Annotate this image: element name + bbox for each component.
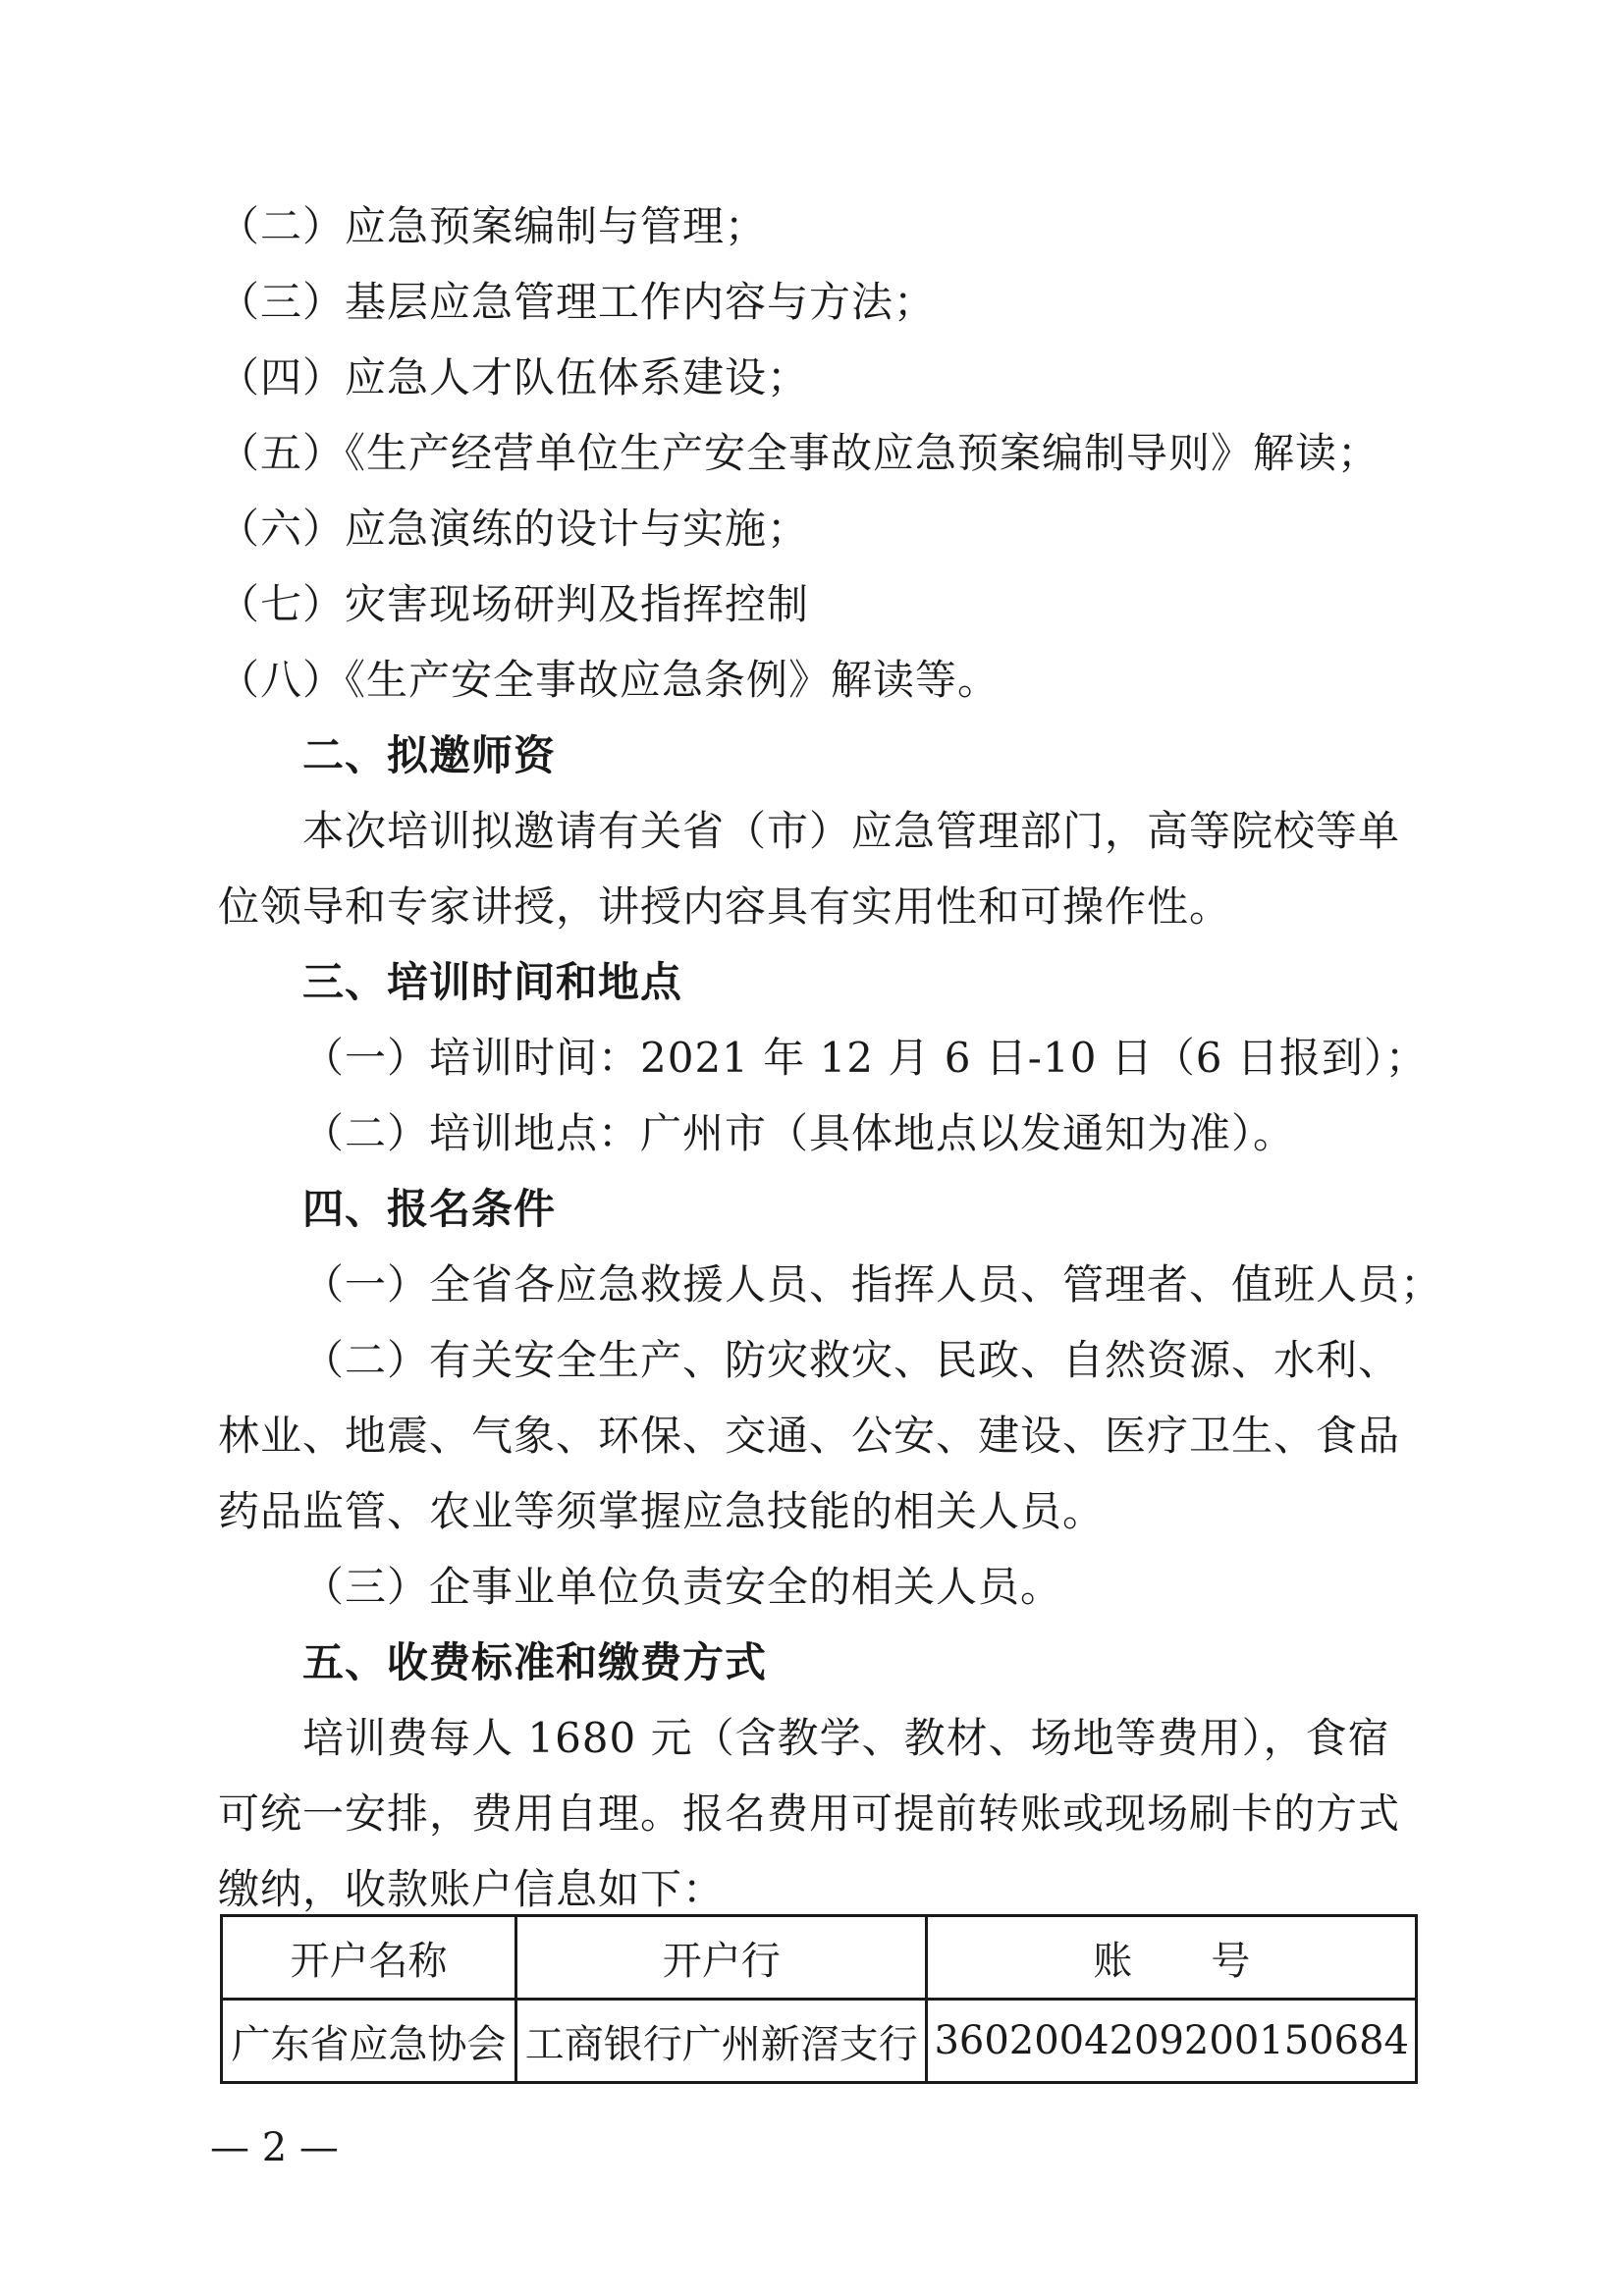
- header-bank: 开户行: [516, 1916, 927, 2000]
- page-number: — 2 —: [210, 2125, 339, 2170]
- account-info-table: [220, 1914, 1418, 2084]
- eligibility-item-2-line-3: 药品监管、农业等须掌握应急技能的相关人员。: [218, 1487, 1106, 1535]
- faculty-paragraph-line-2: 位领导和专家讲授，讲授内容具有实用性和可操作性。: [218, 882, 1232, 931]
- faculty-paragraph-line-1: 本次培训拟邀请有关省（市）应急管理部门，高等院校等单: [302, 807, 1401, 855]
- table-row: [222, 2000, 1417, 2083]
- eligibility-item-3: （三）企事业单位负责安全的相关人员。: [302, 1563, 1063, 1611]
- training-place: （二）培训地点：广州市（具体地点以发通知为准）。: [302, 1109, 1296, 1157]
- table-header-row: [222, 1916, 1417, 2000]
- header-account-name: 开户名称: [222, 1916, 516, 2000]
- cell-bank: 工商银行广州新滘支行: [516, 2000, 927, 2083]
- fees-paragraph-line-3: 缴纳，收款账户信息如下：: [218, 1865, 726, 1913]
- eligibility-item-2-line-2: 林业、地震、气象、环保、交通、公安、建设、医疗卫生、食品: [218, 1412, 1401, 1460]
- header-account-number: 账 号: [927, 1916, 1417, 2000]
- fees-paragraph-line-2: 可统一安排，费用自理。报名费用可提前转账或现场刷卡的方式: [218, 1789, 1401, 1838]
- section-heading-time-place: 三、培训时间和地点: [302, 958, 683, 1006]
- course-item-6: （六）应急演练的设计与实施；: [218, 505, 810, 553]
- section-heading-eligibility: 四、报名条件: [302, 1185, 557, 1233]
- eligibility-item-2-line-1: （二）有关安全生产、防灾救灾、民政、自然资源、水利、: [302, 1336, 1401, 1384]
- eligibility-item-1: （一）全省各应急救援人员、指挥人员、管理者、值班人员；: [302, 1260, 1443, 1308]
- course-item-5: （五）《生产经营单位生产安全事故应急预案编制导则》解读；: [218, 429, 1380, 477]
- cell-account-number: 3602004209200150684: [927, 2000, 1417, 2083]
- cell-account-name: 广东省应急协会: [222, 2000, 516, 2083]
- course-item-7: （七）灾害现场研判及指挥控制: [218, 580, 810, 628]
- section-heading-faculty: 二、拟邀师资: [302, 731, 557, 779]
- course-item-2: （二）应急预案编制与管理；: [218, 202, 768, 250]
- training-time: （一）培训时间：2021 年 12 月 6 日-10 日（6 日报到）；: [302, 1034, 1428, 1082]
- section-heading-fees: 五、收费标准和缴费方式: [302, 1638, 768, 1686]
- fees-paragraph-line-1: 培训费每人 1680 元（含教学、教材、场地等费用），食宿: [302, 1714, 1390, 1762]
- course-item-4: （四）应急人才队伍体系建设；: [218, 353, 810, 401]
- course-item-3: （三）基层应急管理工作内容与方法；: [218, 278, 937, 326]
- course-item-8: （八）《生产安全事故应急条例》解读等。: [218, 656, 1001, 704]
